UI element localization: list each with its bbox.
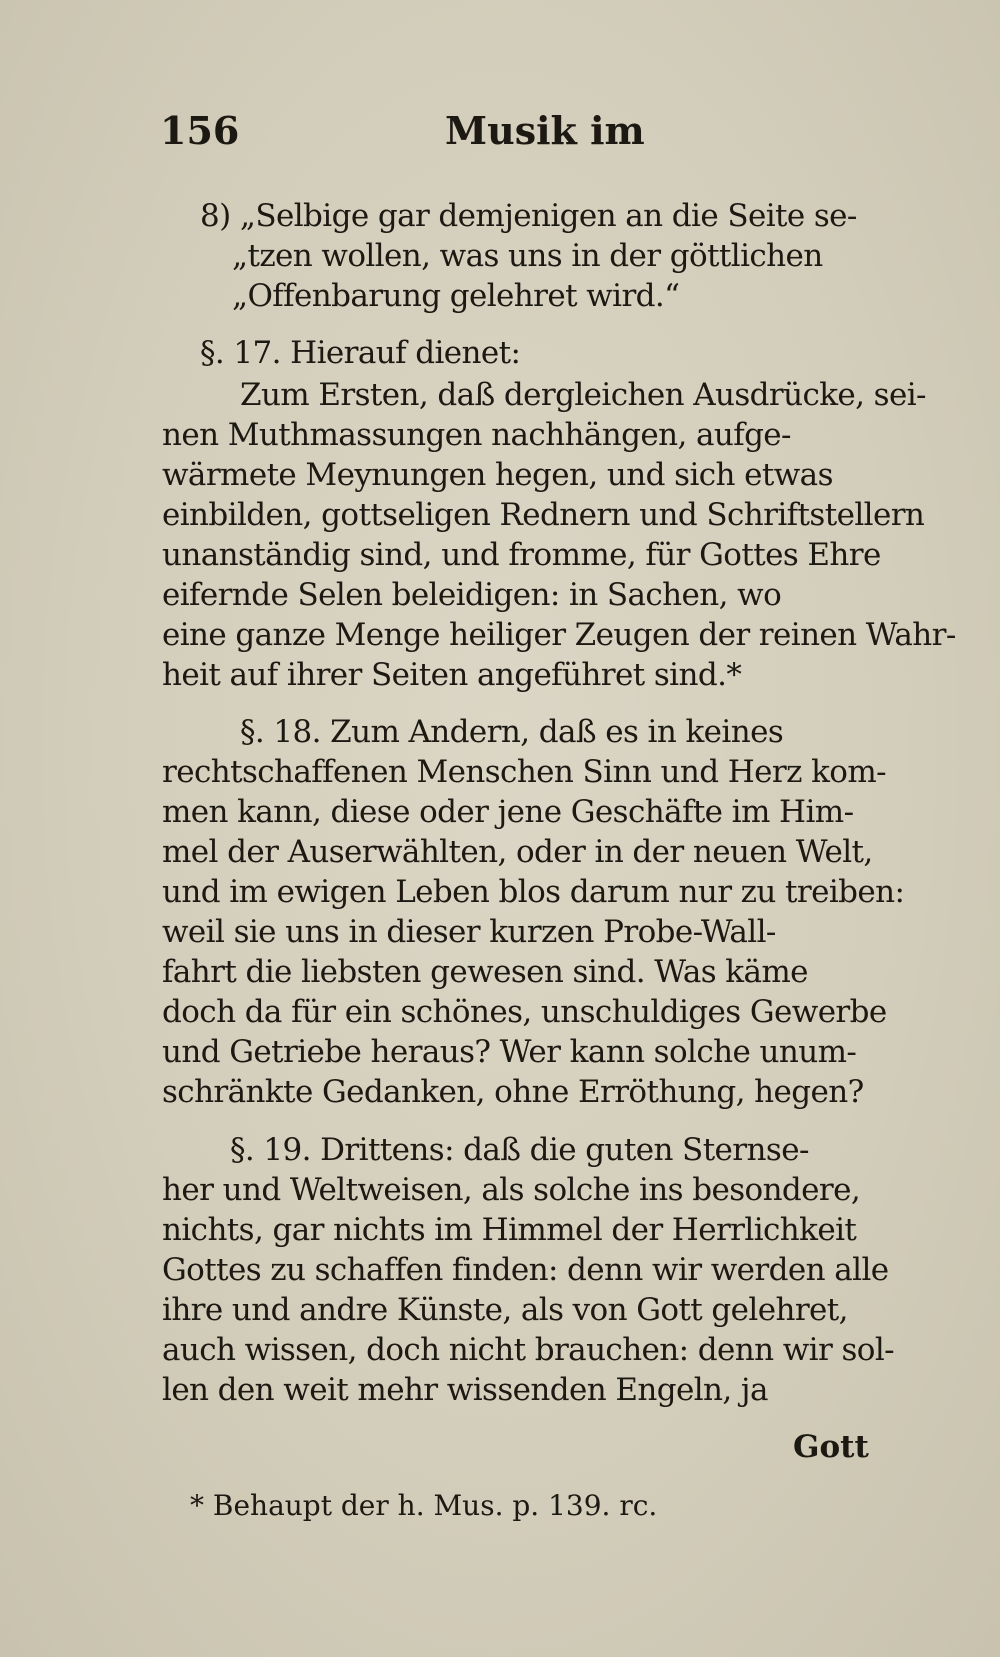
text-line: rechtschaffenen Menschen Sinn und Herz kom- xyxy=(162,754,887,790)
text-line: ihre und andre Künste, als von Gott gelehret, xyxy=(162,1292,848,1328)
page-header xyxy=(160,108,860,158)
text-line: wärmete Meynungen hegen, und sich etwas xyxy=(162,457,833,493)
text-line: „Offenbarung gelehret wird.“ xyxy=(232,278,680,314)
text-line: „tzen wollen, was uns in der göttlichen xyxy=(232,238,823,274)
text-line: und Getriebe heraus? Wer kann solche unum- xyxy=(162,1034,857,1070)
text-line: nen Muthmassungen nachhängen, aufge- xyxy=(162,417,791,453)
text-line: her und Weltweisen, als solche ins besondere, xyxy=(162,1172,861,1208)
text-line: auch wissen, doch nicht brauchen: denn wir sol- xyxy=(162,1332,895,1368)
running-head: Musik im xyxy=(445,108,645,153)
text-line: §. 18. Zum Andern, daß es in keines xyxy=(240,714,784,750)
text-line: mel der Auserwählten, oder in der neuen Welt, xyxy=(162,834,873,870)
footnote: * Behaupt der h. Mus. p. 139. rc. xyxy=(190,1489,658,1522)
text-line: Zum Ersten, daß dergleichen Ausdrücke, sei- xyxy=(240,377,926,413)
text-line: unanständig sind, und fromme, für Gottes Ehre xyxy=(162,537,881,573)
page-number: 156 xyxy=(160,108,240,153)
text-line: §. 19. Drittens: daß die guten Sternse- xyxy=(230,1132,809,1168)
section-heading: §. 17. Hierauf dienet: xyxy=(200,335,521,371)
text-line: len den weit mehr wissenden Engeln, ja xyxy=(162,1372,768,1408)
text-line: nichts, gar nichts im Himmel der Herrlichkeit xyxy=(162,1212,857,1248)
text-line: einbilden, gottseligen Rednern und Schriftstellern xyxy=(162,497,925,533)
text-line: 8) „Selbige gar demjenigen an die Seite se- xyxy=(200,198,857,234)
catchword: Gott xyxy=(793,1429,869,1465)
text-line: heit auf ihrer Seiten angeführet sind.* xyxy=(162,657,742,693)
text-line: eifernde Selen beleidigen: in Sachen, wo xyxy=(162,577,782,613)
text-line: weil sie uns in dieser kurzen Probe-Wall- xyxy=(162,914,776,950)
text-line: Gottes zu schaffen finden: denn wir werden alle xyxy=(162,1252,889,1288)
text-line: eine ganze Menge heiliger Zeugen der reinen Wahr- xyxy=(162,617,956,653)
text-line: fahrt die liebsten gewesen sind. Was käme xyxy=(162,954,808,990)
text-line: men kann, diese oder jene Geschäfte im Him- xyxy=(162,794,854,830)
text-line: schränkte Gedanken, ohne Erröthung, hegen? xyxy=(162,1074,864,1110)
text-line: doch da für ein schönes, unschuldiges Gewerbe xyxy=(162,994,887,1030)
text-line: und im ewigen Leben blos darum nur zu treiben: xyxy=(162,874,905,910)
